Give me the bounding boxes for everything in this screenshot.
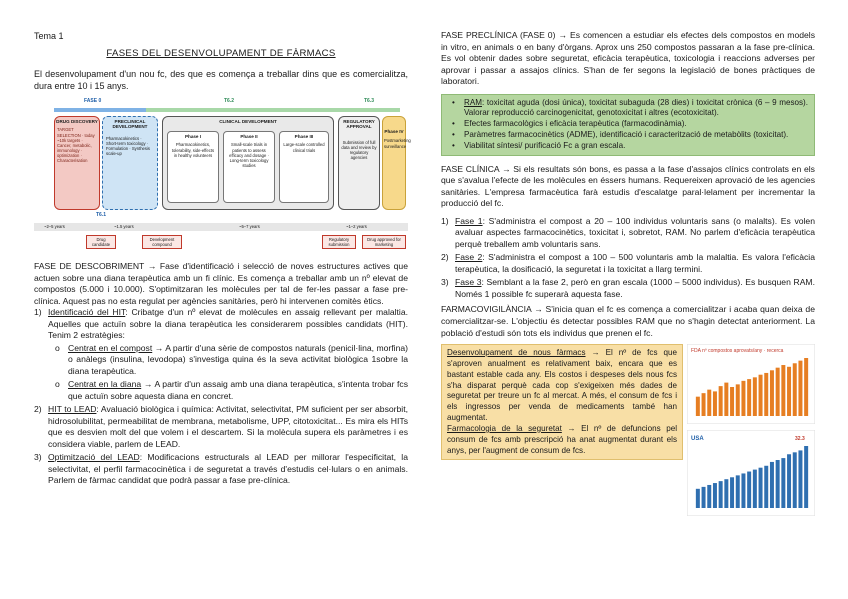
chart-bar bbox=[719, 386, 723, 416]
chart2-value-label: 32.3 bbox=[795, 435, 805, 442]
phase4-heading: Phase IV bbox=[384, 128, 404, 134]
list-item bbox=[450, 98, 808, 120]
list-bullet: o bbox=[55, 342, 60, 353]
chart-bar bbox=[696, 397, 700, 416]
list-item bbox=[450, 130, 808, 141]
bullet-icon: • bbox=[452, 97, 455, 107]
list-item-text: : S'administra el compost a 20 – 100 individus voluntaris sans (o malalts). Es volen avaluar aspectes farmacocinètics, toxicitat i, sobretot, RAM. No parlem d'eficàcia terapèutica perquè treballem amb voluntaris sans. bbox=[455, 215, 815, 249]
list-item-text: → A partir d'una sèrie de compostos naturals (penicil·lina, morfina) o anàlegs (insulina, levodopa) s'investiga quina és la seva activitat biològica 1sobre la diana terapèutica. bbox=[68, 342, 408, 376]
highlight-paragraph-2 bbox=[447, 424, 677, 457]
chart-bar bbox=[702, 393, 706, 416]
chart-bar bbox=[707, 390, 711, 416]
phase4-text: Postmarketing surveillance bbox=[384, 138, 411, 149]
bullet-icon: • bbox=[452, 130, 455, 140]
list-item-text: : Cribatge d'un nº elevat de molècules en assaig rellevant per malaltia. Aquelles que actuïn sobre la diana terapèutica les considerarem possibles candidats (HIT). Tenim 2 estratègies: bbox=[48, 307, 408, 341]
list-item-heading: Optimització del LEAD bbox=[48, 452, 140, 463]
highlight-heading-2: Farmacologia de la seguretat bbox=[447, 423, 562, 433]
milestone-drug-candidate: Drug candidate bbox=[86, 235, 116, 249]
chart-bar bbox=[770, 461, 774, 507]
diagram-t63-label: T6.3 bbox=[364, 97, 375, 104]
clinical-heading-text: FASE CLÍNICA bbox=[441, 163, 500, 174]
regulatory-approval-box bbox=[338, 116, 380, 210]
fda-approvals-chart bbox=[687, 344, 815, 424]
list-item-heading: Centrat en la diana bbox=[68, 379, 142, 390]
list-item-heading: Centrat en el compost bbox=[68, 342, 153, 353]
chart-bar bbox=[764, 465, 768, 507]
list-item bbox=[450, 119, 808, 130]
list-item-text: : S'administra el compost a 100 – 500 voluntaris amb la malaltia. Es valora l'eficàcia terapèutica, la dosificació, la seguretat i la toxicitat a llarg termini. bbox=[455, 252, 815, 274]
preclinical-summary-box bbox=[441, 94, 815, 156]
chart-bar bbox=[730, 477, 734, 508]
chart-bar bbox=[787, 454, 791, 508]
preclinical-text: Pharmacokinetics · Short-term toxicology · Formulation · Synthesis scale-up bbox=[106, 135, 150, 157]
preclinical-heading-text: FASE PRECLÍNICA (FASE 0) bbox=[441, 30, 556, 40]
list-item-text: Viabilitat síntesi/ purificació Fc a gran escala. bbox=[464, 140, 626, 150]
diagram-band-t63 bbox=[338, 108, 400, 112]
pharmacovigilance-heading: FARMACOVIGILÀNCIA bbox=[441, 304, 532, 315]
phase2-box bbox=[223, 131, 275, 203]
phase2-text: Small-scale trials in patients to assess efficacy and dosage · Long-term toxicology studies bbox=[229, 142, 269, 168]
strategies-list bbox=[48, 343, 408, 403]
bullet-icon: • bbox=[452, 140, 455, 150]
drug-discovery-text: TARGET SELECTION · today ~10k targets · Cancer, metabolic, immunology · optimization · Characterisation bbox=[57, 127, 95, 163]
preclinical-body: → Es comencen a estudiar els efectes dels compostos en models in vitro, en animals o en bany d'òrgans. Aprox uns 250 compostos passaran a la fase pre-clínica. Es vol obtenir dades sobre seguretat, eficàcia terapèutica, toxicologia i reaccions adverses per aprovar i passar a assajos clínics. S'han de fer segons la legislació de bones pràctiques de laboratori. bbox=[441, 30, 815, 87]
diagram-t61-label: T6.1 bbox=[96, 211, 107, 218]
chart-bar bbox=[753, 469, 757, 507]
chart-bar bbox=[696, 488, 700, 507]
diagram-t62-label: T6.2 bbox=[224, 97, 235, 104]
chart1-title: FDA nº compostos aprovats/any · recerca bbox=[691, 348, 784, 355]
chart-bar bbox=[753, 377, 757, 416]
diagram-band-phase0 bbox=[54, 108, 146, 112]
regulatory-approval-heading: REGULATORY APPROVAL bbox=[343, 118, 375, 130]
chart-bar bbox=[804, 446, 808, 508]
timeline-4: ~1–2 years bbox=[346, 223, 367, 229]
clinical-development-heading: CLINICAL DEVELOPMENT bbox=[219, 118, 277, 124]
phase3-box bbox=[279, 131, 329, 203]
phase1-box bbox=[167, 131, 219, 203]
chart-bar bbox=[781, 458, 785, 508]
intro-paragraph: El desenvolupament d'un nou fc, des que es comença a treballar dins que es comercialitza, dura entre 10 i 15 anys. bbox=[34, 68, 408, 91]
right-column bbox=[441, 30, 815, 512]
clinical-paragraph bbox=[441, 164, 815, 210]
milestone-regulatory-submission: Regulatory submission bbox=[322, 235, 356, 249]
list-item-text: : toxicitat aguda (dosi única), toxicitat subaguda (28 dies) i toxicitat crònica (6 – 9 mesos). Valorar reproducció carcinogenicitat, genotoxicitat i altres (ecotoxicitat). bbox=[464, 97, 808, 118]
list-number: 1) bbox=[34, 307, 42, 318]
phase1-heading: Phase I bbox=[184, 133, 202, 139]
list-item-text: → A partir d'un assaig amb una diana terapèutica, s'intenta trobar fcs que actuïn sobre aquesta diana en concret. bbox=[68, 379, 409, 401]
chart-bar bbox=[781, 365, 785, 416]
preclinical-box bbox=[102, 116, 158, 210]
list-item-heading: Fase 2 bbox=[455, 252, 483, 263]
highlight-paragraph-1 bbox=[447, 348, 677, 424]
highlight-heading-1: Desenvolupament de nous fàrmacs bbox=[447, 348, 586, 358]
chart-bar bbox=[798, 450, 802, 508]
chart-bar bbox=[759, 375, 763, 416]
discovery-heading: FASE DE DESCOBRIMENT bbox=[34, 260, 145, 271]
list-number: 3) bbox=[441, 277, 449, 288]
chart-bar bbox=[804, 358, 808, 416]
drug-discovery-heading: DRUG DISCOVERY bbox=[56, 118, 98, 124]
chart-bar bbox=[793, 452, 797, 508]
regulatory-approval-text: Submission of full data and review by regulatory agencies bbox=[341, 139, 377, 161]
phase1-text: Pharmacokinetics, tolerability, side-effects in healthy volunteers bbox=[171, 142, 215, 158]
chart-bar bbox=[798, 361, 802, 416]
timeline-3: ~5–7 years bbox=[239, 223, 260, 229]
list-item-heading: Fase 1 bbox=[455, 215, 483, 226]
list-item bbox=[441, 216, 815, 251]
drug-development-diagram bbox=[34, 97, 411, 253]
phase2-heading: Phase II bbox=[240, 133, 258, 139]
list-item bbox=[48, 343, 408, 378]
milestone-development-compound: Development compound bbox=[142, 235, 182, 249]
preclinical-paragraph bbox=[441, 30, 815, 88]
milestone-drug-approved: Drug approved for marketing bbox=[362, 235, 406, 249]
pharmacovigilance-body: → S'inicia quan el fc es comença a comercialitzar i acaba quan deixa de comercialitzar-se. L'objectiu és detectar possibles RAM que no s'hagin detectat anteriorment. La població d'estudi són tots els individus que prenen el fc. bbox=[441, 304, 815, 338]
clinical-development-box bbox=[162, 116, 334, 210]
topic-label: Tema 1 bbox=[34, 31, 64, 41]
list-item-text: Efectes farmacològics i eficàcia terapèutica (farmacodinàmia). bbox=[464, 119, 687, 129]
list-number: 1) bbox=[441, 215, 449, 226]
chart-bar bbox=[787, 367, 791, 416]
list-number: 2) bbox=[34, 404, 42, 415]
list-number: 2) bbox=[441, 252, 449, 263]
list-item-text: : Modificacions estructurals al LEAD per millorar l'especificitat, la selectivitat, el perfil farmacocinètica i de seguretat a través d'estudis cel·lulars o en animals. Parlem de fàrmac candidat que podrà passar a fase pre-clínica. bbox=[48, 452, 408, 486]
left-column bbox=[34, 30, 411, 489]
clinical-body: → Si els resultats són bons, es passa a la fase d'assajos clínics controlats en els que s'avalua l'efecte de les molècules en éssers humans. Requereixen aprovació de les agencies sanitàries. L'empresa farmacèutica farà estudis d'escalatge paral·lelament per incrementar la producció del fc. bbox=[441, 163, 815, 209]
chart2-label: USA bbox=[691, 435, 704, 442]
bullet-icon: • bbox=[452, 119, 455, 129]
chart-bar bbox=[793, 363, 797, 416]
diagram-band-t62 bbox=[146, 108, 338, 112]
list-item bbox=[441, 277, 815, 300]
highlight-text-1: → El nº de fcs que s'aproven anualment es relativament baix, encara que es bastant estable cada any. Els costos i despeses dels nous fcs s'ha disparat perquè cada cop s'exigeixen més dades de seguretat per treure un fc al mercat. A més, el consum de fcs i els ingressos per venda de medicaments també han augmentat. bbox=[447, 348, 677, 423]
drug-discovery-box bbox=[54, 116, 100, 210]
chart-bar bbox=[741, 473, 745, 508]
list-item-heading: Identificació del HIT bbox=[48, 307, 126, 318]
diagram-phase0-label: FASE 0 bbox=[84, 97, 102, 104]
discovery-text: → Fase d'identificació i selecció de noves estructures actives que actuen sobre una diana terapèutica amb un fi clínic. Es comença a treballar amb un nº elevat de compostos (5.000 i 10.000). S'optimitzaran les molècules per tal de fer-les passar a fase pre-clínica. Aquest pas no esta regulat per agències sanitàries, però hi intervenen comitès ètics. bbox=[34, 260, 408, 306]
list-item-text: : Avaluació biològica i química: Activitat, selectivitat, PM suficient per ser absorbit, hidrosolubilitat, permeabilitat de membrana, metabolisme, UPP, citotoxicitat... Es mira els HITs que es desvien molt del que volem i el descartem. Si la molècula supera els paràmetres i es considera viable, parlem de LEAD. bbox=[48, 404, 408, 449]
chart-bar bbox=[724, 383, 728, 416]
timeline-1: ~2–5 years bbox=[44, 223, 65, 229]
list-item-text: Paràmetres farmacocinètics (ADME), identificació i caracterització de metabòlits (toxicitat). bbox=[464, 130, 789, 140]
chart-bar bbox=[776, 368, 780, 416]
chart-bar bbox=[764, 373, 768, 416]
discovery-paragraph bbox=[34, 261, 408, 307]
list-item-heading: Fase 3 bbox=[455, 277, 482, 288]
preclinical-heading: PRECLINICAL DEVELOPMENT bbox=[112, 118, 148, 130]
list-number: 3) bbox=[34, 452, 42, 463]
chart-bar bbox=[713, 391, 717, 416]
bottom-section bbox=[441, 344, 815, 512]
list-item bbox=[48, 379, 408, 402]
chart-bar bbox=[719, 481, 723, 508]
chart-bar bbox=[724, 479, 728, 508]
chart-bar bbox=[736, 475, 740, 508]
list-item-text: : Semblant a la fase 2, però en gran escala (1000 – 5000 individus). Es busquen RAM. Només 1 possible fc superarà aquesta fase. bbox=[455, 277, 815, 299]
chart-bar bbox=[776, 460, 780, 508]
page-title: FASES DEL DESENVOLUPAMENT DE FÀRMACS bbox=[106, 48, 336, 60]
usa-spending-chart bbox=[687, 430, 815, 516]
phase3-heading: Phase III bbox=[294, 133, 314, 139]
list-item bbox=[441, 252, 815, 275]
phase4-box bbox=[382, 116, 411, 210]
preclinical-summary-list bbox=[450, 98, 808, 152]
chart-bar bbox=[730, 387, 734, 416]
list-item bbox=[34, 404, 408, 450]
timeline-2: ~1.5 years bbox=[114, 223, 134, 229]
list-item bbox=[34, 307, 408, 402]
clinical-phases-list bbox=[441, 216, 815, 301]
list-item bbox=[450, 141, 808, 152]
chart-bar bbox=[741, 381, 745, 416]
timeline-bar bbox=[34, 223, 408, 231]
chart-bar bbox=[747, 471, 751, 507]
list-item-heading: HIT to LEAD bbox=[48, 404, 97, 415]
list-bullet: o bbox=[55, 379, 60, 390]
list-item-heading: RAM bbox=[464, 97, 482, 107]
highlight-text-2: → El nº de defuncions pel consum de fcs amb prescripció ha anat augmentat durant els anys, per l'augment de consum de fcs. bbox=[447, 423, 677, 455]
phase3-text: Large-scale controlled clinical trials bbox=[283, 142, 325, 153]
highlight-box bbox=[441, 344, 683, 460]
chart-bar bbox=[747, 379, 751, 416]
chart-bar bbox=[736, 384, 740, 416]
discovery-steps-list bbox=[34, 307, 408, 487]
list-item bbox=[34, 452, 408, 487]
charts-area bbox=[687, 344, 815, 512]
chart-bar bbox=[759, 467, 763, 507]
pharmacovigilance-paragraph bbox=[441, 304, 815, 339]
chart-bar bbox=[770, 370, 774, 416]
chart-bar bbox=[713, 483, 717, 508]
chart-bar bbox=[702, 486, 706, 507]
chart-bar bbox=[707, 484, 711, 507]
